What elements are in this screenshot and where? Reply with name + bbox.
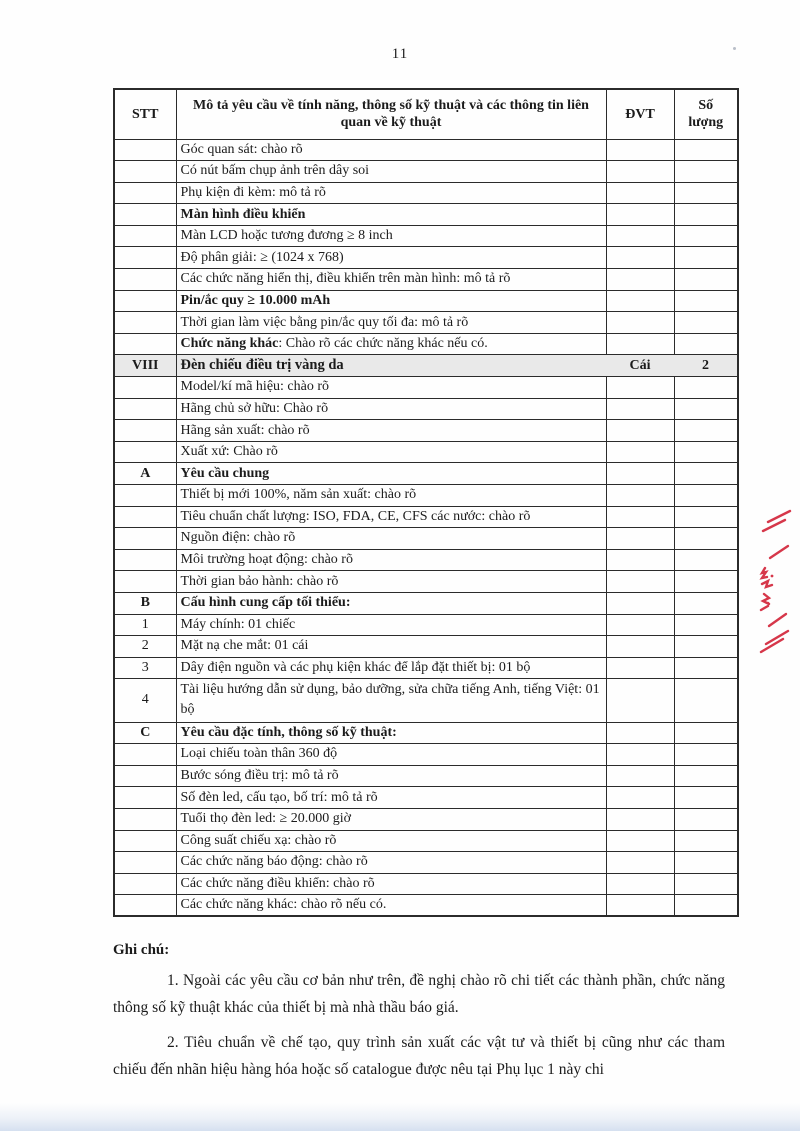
cell-unit (606, 614, 674, 636)
cell-description: Xuất xứ: Chào rõ (176, 441, 606, 463)
cell-stt (114, 225, 176, 247)
cell-stt (114, 787, 176, 809)
table-row (114, 592, 738, 614)
cell-unit (606, 506, 674, 528)
cell-unit (606, 290, 674, 312)
cell-stt: 1 (114, 614, 176, 636)
table-row (114, 161, 738, 183)
cell-unit (606, 722, 674, 744)
cell-quantity (674, 549, 738, 571)
table-row (114, 808, 738, 830)
spec-table-body (114, 139, 738, 916)
cell-quantity (674, 787, 738, 809)
cell-stt (114, 420, 176, 442)
cell-quantity (674, 247, 738, 269)
cell-description: Loại chiếu toàn thân 360 độ (176, 744, 606, 766)
cell-description: Môi trường hoạt động: chào rõ (176, 549, 606, 571)
table-row (114, 744, 738, 766)
cell-description: Pin/ắc quy ≥ 10.000 mAh (176, 290, 606, 312)
cell-description: Yêu cầu chung (176, 463, 606, 485)
cell-description: Yêu cầu đặc tính, thông số kỹ thuật: (176, 722, 606, 744)
note-paragraph-2: 2. Tiêu chuẩn về chế tạo, quy trình sản xuất các vật tư và thiết bị cũng như các tham chiếu đến nhãn hiệu hàng hóa hoặc số catalogue được nêu tại Phụ lục 1 này chi (113, 1034, 725, 1078)
table-row (114, 485, 738, 507)
cell-stt (114, 571, 176, 593)
cell-quantity (674, 204, 738, 226)
cell-stt (114, 895, 176, 917)
cell-quantity (674, 269, 738, 291)
cell-unit (606, 808, 674, 830)
table-row (114, 549, 738, 571)
table-row (114, 225, 738, 247)
cell-quantity (674, 830, 738, 852)
cell-description: Tuổi thọ đèn led: ≥ 20.000 giờ (176, 808, 606, 830)
table-row (114, 290, 738, 312)
cell-stt (114, 290, 176, 312)
cell-stt (114, 377, 176, 399)
table-row (114, 355, 738, 377)
cell-stt (114, 808, 176, 830)
notes-section (113, 942, 725, 1084)
cell-unit: Cái (606, 355, 674, 377)
cell-unit (606, 441, 674, 463)
cell-stt (114, 312, 176, 334)
cell-stt (114, 852, 176, 874)
cell-stt (114, 485, 176, 507)
cell-quantity (674, 873, 738, 895)
cell-description: Cấu hình cung cấp tối thiểu: (176, 592, 606, 614)
cell-stt (114, 765, 176, 787)
table-header-row (114, 89, 738, 139)
cell-unit (606, 679, 674, 722)
cell-description: Các chức năng báo động: chào rõ (176, 852, 606, 874)
header-dvt: ĐVT (606, 89, 674, 139)
table-row (114, 636, 738, 658)
cell-quantity: 2 (674, 355, 738, 377)
header-qty: Số lượng (674, 89, 738, 139)
table-row (114, 895, 738, 917)
cell-description: Máy chính: 01 chiếc (176, 614, 606, 636)
cell-quantity (674, 744, 738, 766)
cell-unit (606, 852, 674, 874)
cell-description: Mặt nạ che mắt: 01 cái (176, 636, 606, 658)
cell-unit (606, 765, 674, 787)
cell-quantity (674, 722, 738, 744)
cell-stt (114, 247, 176, 269)
table-row (114, 182, 738, 204)
cell-quantity (674, 182, 738, 204)
cell-description: Thời gian bảo hành: chào rõ (176, 571, 606, 593)
table-row (114, 506, 738, 528)
cell-unit (606, 377, 674, 399)
cell-description: Hãng sản xuất: chào rõ (176, 420, 606, 442)
page-number: 11 (391, 46, 409, 62)
cell-description: Các chức năng điều khiển: chào rõ (176, 873, 606, 895)
table-row (114, 614, 738, 636)
cell-unit (606, 269, 674, 291)
table-row (114, 333, 738, 355)
cell-unit (606, 787, 674, 809)
cell-quantity (674, 614, 738, 636)
cell-quantity (674, 679, 738, 722)
table-row (114, 312, 738, 334)
cell-description: Tiêu chuẩn chất lượng: ISO, FDA, CE, CFS các nước: chào rõ (176, 506, 606, 528)
cell-unit (606, 592, 674, 614)
cell-unit (606, 161, 674, 183)
cell-quantity (674, 636, 738, 658)
table-row (114, 722, 738, 744)
cell-description: Hãng chủ sở hữu: Chào rõ (176, 398, 606, 420)
table-row (114, 269, 738, 291)
cell-unit (606, 873, 674, 895)
cell-description: Số đèn led, cấu tạo, bố trí: mô tả rõ (176, 787, 606, 809)
cell-description: Dây điện nguồn và các phụ kiện khác để lắp đặt thiết bị: 01 bộ (176, 657, 606, 679)
cell-description: Phụ kiện đi kèm: mô tả rõ (176, 182, 606, 204)
cell-stt (114, 441, 176, 463)
cell-quantity (674, 765, 738, 787)
cell-unit (606, 895, 674, 917)
cell-quantity (674, 139, 738, 161)
table-row (114, 679, 738, 722)
table-row (114, 528, 738, 550)
cell-unit (606, 830, 674, 852)
cell-quantity (674, 398, 738, 420)
cell-quantity (674, 377, 738, 399)
cell-unit (606, 485, 674, 507)
cell-description: Model/kí mã hiệu: chào rõ (176, 377, 606, 399)
cell-quantity (674, 225, 738, 247)
cell-stt (114, 204, 176, 226)
cell-unit (606, 204, 674, 226)
table-row (114, 377, 738, 399)
table-row (114, 765, 738, 787)
cell-quantity (674, 161, 738, 183)
cell-unit (606, 333, 674, 355)
cell-description: Các chức năng khác: chào rõ nếu có. (176, 895, 606, 917)
cell-description: Tài liệu hướng dẫn sử dụng, bảo dưỡng, sửa chữa tiếng Anh, tiếng Việt: 01 bộ (176, 679, 606, 722)
cell-unit (606, 182, 674, 204)
cell-unit (606, 463, 674, 485)
cell-stt: 3 (114, 657, 176, 679)
cell-description: Có nút bấm chụp ảnh trên dây soi (176, 161, 606, 183)
cell-quantity (674, 506, 738, 528)
header-desc: Mô tả yêu cầu về tính năng, thông số kỹ thuật và các thông tin liên quan về kỹ thuật (176, 89, 606, 139)
table-row (114, 398, 738, 420)
cell-stt (114, 830, 176, 852)
table-row (114, 852, 738, 874)
cell-description: Thiết bị mới 100%, năm sản xuất: chào rõ (176, 485, 606, 507)
table-row (114, 204, 738, 226)
cell-unit (606, 139, 674, 161)
cell-unit (606, 312, 674, 334)
cell-unit (606, 398, 674, 420)
cell-quantity (674, 312, 738, 334)
cell-description: Màn hình điều khiển (176, 204, 606, 226)
table-row (114, 830, 738, 852)
cell-description: Chức năng khác: Chào rõ các chức năng khác nếu có. (176, 333, 606, 355)
table-row (114, 571, 738, 593)
cell-quantity (674, 852, 738, 874)
table-row (114, 873, 738, 895)
cell-unit (606, 549, 674, 571)
cell-stt (114, 269, 176, 291)
scan-speck (733, 47, 736, 50)
table-row (114, 463, 738, 485)
handwritten-red-marks (738, 492, 800, 657)
cell-description: Màn LCD hoặc tương đương ≥ 8 inch (176, 225, 606, 247)
cell-stt (114, 528, 176, 550)
table-row (114, 657, 738, 679)
cell-quantity (674, 333, 738, 355)
cell-stt (114, 506, 176, 528)
cell-stt: VIII (114, 355, 176, 377)
cell-description: Độ phân giải: ≥ (1024 x 768) (176, 247, 606, 269)
table-row (114, 787, 738, 809)
cell-unit (606, 247, 674, 269)
table-row (114, 247, 738, 269)
cell-stt (114, 873, 176, 895)
cell-stt (114, 333, 176, 355)
cell-stt (114, 182, 176, 204)
cell-stt: 2 (114, 636, 176, 658)
cell-stt (114, 744, 176, 766)
note-paragraph-1: 1. Ngoài các yêu cầu cơ bản như trên, đề nghị chào rõ chi tiết các thành phần, chức năng thông số kỹ thuật khác của thiết bị mà nhà thầu báo giá. (113, 972, 725, 1016)
cell-quantity (674, 420, 738, 442)
cell-stt: C (114, 722, 176, 744)
cell-stt: 4 (114, 679, 176, 722)
cell-stt (114, 549, 176, 571)
cell-quantity (674, 441, 738, 463)
cell-description: Góc quan sát: chào rõ (176, 139, 606, 161)
cell-description: Công suất chiếu xạ: chào rõ (176, 830, 606, 852)
cell-description: Bước sóng điều trị: mô tả rõ (176, 765, 606, 787)
scan-edge-artifact (0, 1103, 800, 1131)
cell-quantity (674, 657, 738, 679)
cell-quantity (674, 571, 738, 593)
cell-quantity (674, 528, 738, 550)
table-row (114, 441, 738, 463)
cell-description: Đèn chiếu điều trị vàng da (176, 355, 606, 377)
cell-stt: A (114, 463, 176, 485)
cell-unit (606, 225, 674, 247)
cell-stt (114, 161, 176, 183)
table-row (114, 420, 738, 442)
cell-stt: B (114, 592, 176, 614)
table-row (114, 139, 738, 161)
cell-unit (606, 571, 674, 593)
cell-unit (606, 636, 674, 658)
cell-unit (606, 420, 674, 442)
notes-label: Ghi chú: (113, 942, 170, 958)
cell-quantity (674, 463, 738, 485)
cell-quantity (674, 895, 738, 917)
cell-quantity (674, 592, 738, 614)
cell-unit (606, 528, 674, 550)
cell-stt (114, 139, 176, 161)
cell-description: Nguồn điện: chào rõ (176, 528, 606, 550)
cell-quantity (674, 290, 738, 312)
cell-quantity (674, 808, 738, 830)
cell-unit (606, 657, 674, 679)
cell-unit (606, 744, 674, 766)
header-stt: STT (114, 89, 176, 139)
spec-table (113, 88, 739, 917)
cell-description: Thời gian làm việc bằng pin/ắc quy tối đa: mô tả rõ (176, 312, 606, 334)
cell-quantity (674, 485, 738, 507)
cell-stt (114, 398, 176, 420)
cell-description: Các chức năng hiển thị, điều khiển trên màn hình: mô tả rõ (176, 269, 606, 291)
